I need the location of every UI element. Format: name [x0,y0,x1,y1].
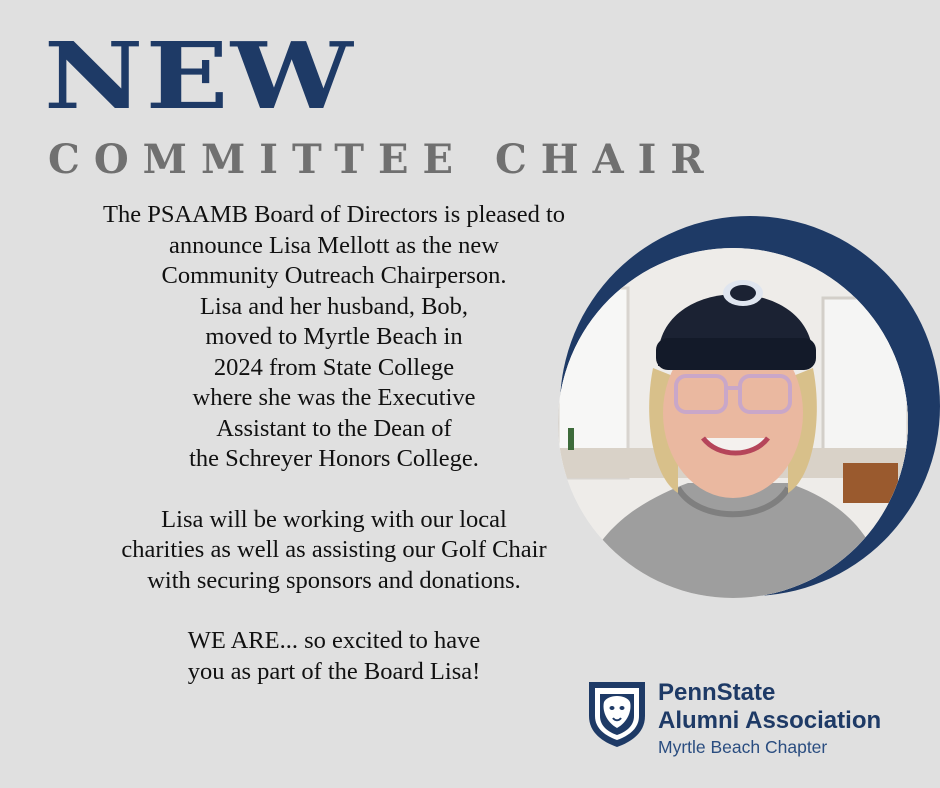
announcement-line: moved to Myrtle Beach in [205,323,463,350]
announcement-line: charities as well as assisting our Golf Chair [121,536,547,563]
announcement-line: you as part of the Board Lisa! [187,657,481,685]
logo-line-pennstate: PennState [658,679,776,706]
logo-line-chapter: Myrtle Beach Chapter [658,737,828,757]
announcement-line: Lisa and her husband, Bob, [199,292,469,320]
announcement-line: the Schreyer Honors College. [189,445,479,472]
paragraph-spacer [8,596,660,626]
nittany-lion-shield-icon [586,678,648,748]
announcement-line: where she was the Executive [192,384,476,411]
announcement-line: The PSAAMB Board of Directors is pleased to [102,201,566,228]
announcement-line: Community Outreach Chairperson. [161,262,507,289]
headline-new: NEW [44,22,355,130]
announcement-line: with securing sponsors and donations. [147,566,521,594]
announcement-line: Lisa will be working with our local [161,505,507,533]
subheadline-committee-chair: COMMITTEE CHAIR [48,136,718,183]
paragraph-spacer [8,475,660,505]
portrait-photo [558,248,908,598]
logo-line-alumni-association: Alumni Association [658,707,882,734]
announcement-line: Assistant to the Dean of [216,414,452,442]
announcement-line: announce Lisa Mellott as the new [169,231,499,259]
announcement-line: 2024 from State College [213,353,455,381]
portrait-illustration [558,248,908,598]
announcement-line: WE ARE... so excited to have [187,627,481,654]
